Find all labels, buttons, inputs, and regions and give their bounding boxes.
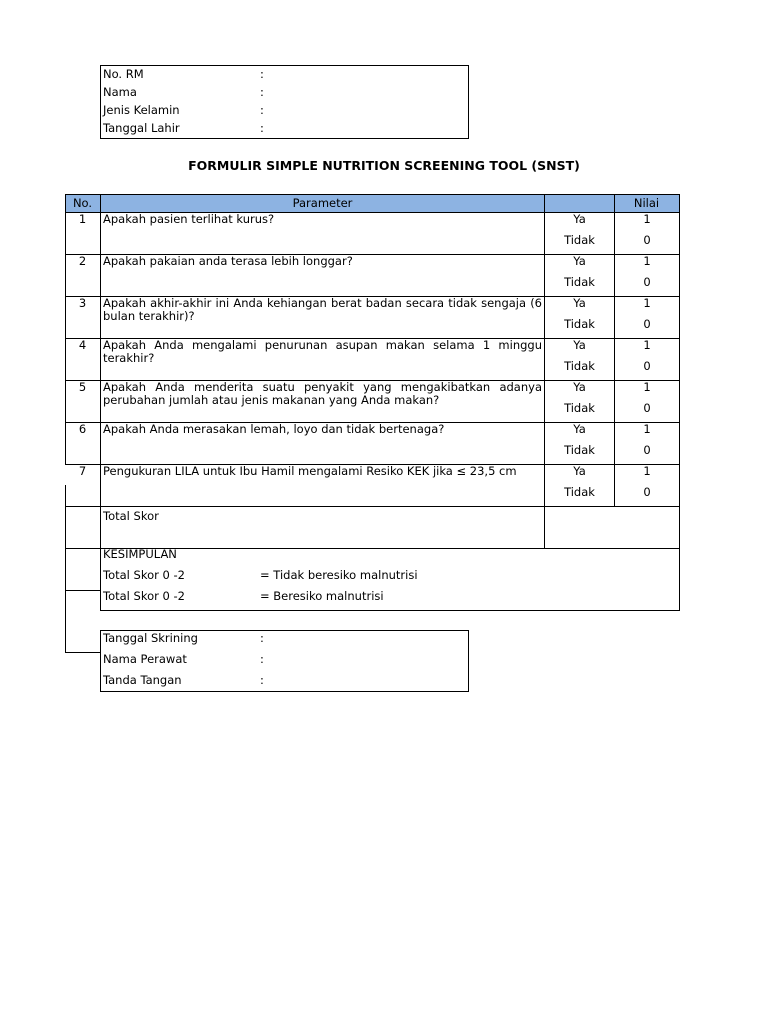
question-text: Apakah Anda merasakan lemah, loyo dan tidak bertenaga? — [103, 422, 445, 436]
header-nilai: Nilai — [633, 196, 660, 210]
header-no: No. — [72, 196, 93, 210]
score-ya: 1 — [643, 254, 651, 268]
score-tidak: 0 — [643, 233, 651, 247]
score-tidak: 0 — [643, 485, 651, 499]
row-number: 3 — [78, 296, 87, 310]
score-tidak: 0 — [643, 275, 651, 289]
answer-ya: Ya — [573, 422, 586, 436]
row-number: 4 — [78, 338, 87, 352]
box-border-right — [468, 65, 469, 139]
tanda-tangan-colon: : — [260, 673, 264, 687]
score-ya: 1 — [643, 422, 651, 436]
nama-label: Nama — [103, 85, 137, 99]
kesimpulan-heading: KESIMPULAN — [103, 547, 177, 561]
table-line-top — [65, 194, 680, 195]
answer-ya: Ya — [573, 464, 586, 478]
row-number: 2 — [78, 254, 87, 268]
row-number: 1 — [78, 212, 87, 226]
answer-tidak: Tidak — [564, 359, 595, 373]
question-text: Apakah pasien terlihat kurus? — [103, 212, 275, 226]
answer-tidak: Tidak — [564, 401, 595, 415]
score-tidak: 0 — [643, 359, 651, 373]
kesimpulan-row-label: Total Skor 0 -2 — [103, 589, 185, 603]
question-text: Apakah Anda menderita suatu penyakit yang mengakibatkan adanya perubahan jumlah atau jenis makanan yang Anda makan? — [103, 380, 542, 407]
tanggal-skrining-label: Tanggal Skrining — [103, 631, 198, 645]
row-number: 5 — [78, 380, 87, 394]
box-border-left — [100, 65, 101, 139]
table-line-left-bottom — [65, 652, 101, 653]
answer-tidak: Tidak — [564, 233, 595, 247]
no-rm-colon: : — [260, 67, 264, 81]
row-number: 6 — [78, 422, 87, 436]
nama-colon: : — [260, 85, 264, 99]
answer-ya: Ya — [573, 212, 586, 226]
kesimpulan-row-label: Total Skor 0 -2 — [103, 568, 185, 582]
question-text: Pengukuran LILA untuk Ibu Hamil mengalami Resiko KEK jika ≤ 23,5 cm — [103, 464, 517, 478]
answer-tidak: Tidak — [564, 485, 595, 499]
table-line-kesimpulan-bottom — [100, 610, 680, 611]
form-title: FORMULIR SIMPLE NUTRITION SCREENING TOOL (SNST) — [188, 158, 580, 173]
box-border-left — [100, 630, 101, 692]
jenis-kelamin-label: Jenis Kelamin — [103, 103, 180, 117]
table-vline-right — [679, 194, 680, 611]
tanggal-lahir-label: Tanggal Lahir — [103, 121, 180, 135]
box-border-right — [468, 630, 469, 692]
answer-ya: Ya — [573, 296, 586, 310]
score-tidak: 0 — [643, 317, 651, 331]
score-tidak: 0 — [643, 401, 651, 415]
box-border-bottom — [100, 691, 469, 692]
table-line-row7 — [65, 506, 680, 507]
nama-perawat-colon: : — [260, 652, 264, 666]
score-ya: 1 — [643, 338, 651, 352]
answer-tidak: Tidak — [564, 317, 595, 331]
no-rm-label: No. RM — [103, 67, 144, 81]
table-vline-left-lower — [65, 485, 66, 653]
box-border-top — [100, 65, 469, 66]
score-ya: 1 — [643, 464, 651, 478]
answer-tidak: Tidak — [564, 275, 595, 289]
answer-ya: Ya — [573, 338, 586, 352]
row-number: 7 — [78, 464, 87, 478]
question-text: Apakah akhir-akhir ini Anda kehiangan berat badan secara tidak sengaja (6 bulan terakhir)? — [103, 296, 542, 323]
score-ya: 1 — [643, 380, 651, 394]
kesimpulan-row-result: = Beresiko malnutrisi — [260, 589, 384, 603]
tanda-tangan-label: Tanda Tangan — [103, 673, 182, 687]
nama-perawat-label: Nama Perawat — [103, 652, 187, 666]
question-text: Apakah pakaian anda terasa lebih longgar? — [103, 254, 353, 268]
score-ya: 1 — [643, 212, 651, 226]
table-vline-no — [100, 194, 101, 611]
answer-ya: Ya — [573, 380, 586, 394]
jenis-kelamin-colon: : — [260, 103, 264, 117]
total-skor-label: Total Skor — [103, 509, 159, 523]
question-text: Apakah Anda mengalami penurunan asupan makan selama 1 minggu terakhir? — [103, 338, 542, 365]
header-parameter: Parameter — [292, 196, 353, 210]
tanggal-lahir-colon: : — [260, 121, 264, 135]
tanggal-skrining-colon: : — [260, 631, 264, 645]
score-tidak: 0 — [643, 443, 651, 457]
table-line-left-stub — [65, 590, 101, 591]
score-ya: 1 — [643, 296, 651, 310]
box-border-bottom — [100, 138, 469, 139]
kesimpulan-row-result: = Tidak beresiko malnutrisi — [260, 568, 418, 582]
answer-ya: Ya — [573, 254, 586, 268]
answer-tidak: Tidak — [564, 443, 595, 457]
